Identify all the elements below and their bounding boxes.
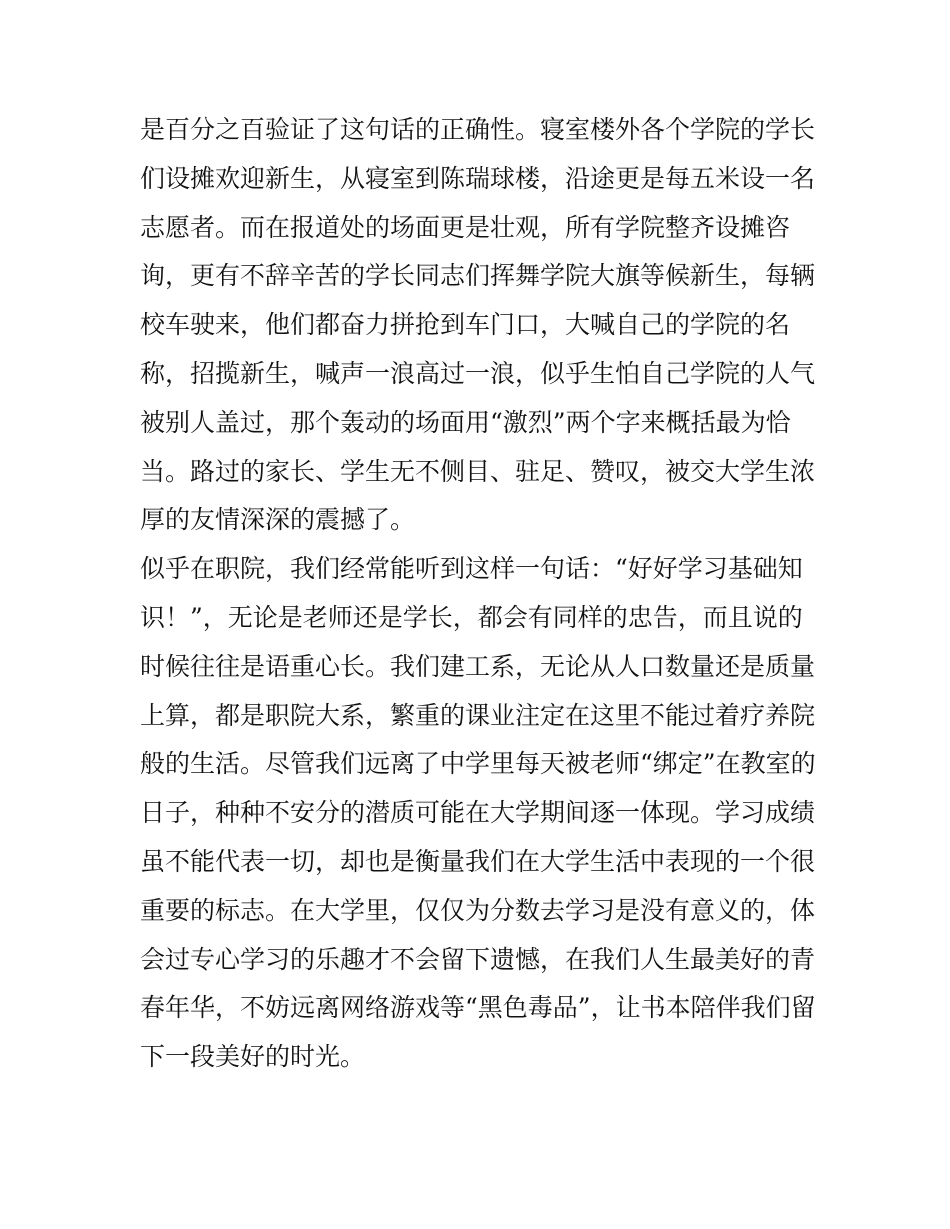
text-line: 上算，都是职院大系，繁重的课业注定在这里不能过着疗养院: [140, 700, 816, 730]
text-line: 下一段美好的时光。: [140, 1042, 366, 1072]
text-line: 虽不能代表一切，却也是衡量我们在大学生活中表现的一个很: [140, 846, 816, 876]
text-line: 时候往往是语重心长。我们建工系，无论从人口数量还是质量: [140, 651, 816, 681]
text-line: 询，更有不辞辛苦的学长同志们挥舞学院大旗等候新生，每辆: [140, 261, 816, 291]
text-line: 被别人盖过，那个轰动的场面用“激烈”两个字来概括最为恰: [140, 407, 791, 437]
text-line: 日子，种种不安分的潜质可能在大学期间逐一体现。学习成绩: [140, 798, 816, 828]
text-line: 识！”，无论是老师还是学长，都会有同样的忠告，而且说的: [140, 602, 803, 632]
text-line: 般的生活。尽管我们远离了中学里每天被老师“绑定”在教室的: [140, 749, 816, 779]
text-line: 是百分之百验证了这句话的正确性。寝室楼外各个学院的学长: [140, 115, 816, 144]
text-line: 校车驶来，他们都奋力拼抢到车门口，大喊自己的学院的名: [140, 310, 791, 340]
text-line: 称，招揽新生，喊声一浪高过一浪，似乎生怕自己学院的人气: [140, 358, 816, 388]
text-line: 们设摊欢迎新生，从寝室到陈瑞球楼，沿途更是每五米设一名: [140, 163, 816, 193]
text-line: 厚的友情深深的震撼了。: [140, 505, 416, 535]
text-line: 春年华，不妨远离网络游戏等“黑色毒品”，让书本陪伴我们留: [140, 993, 816, 1023]
text-line: 会过专心学习的乐趣才不会留下遗憾，在我们人生最美好的青: [140, 944, 816, 974]
text-line: 重要的标志。在大学里，仅仅为分数去学习是没有意义的，体: [140, 895, 816, 925]
document-body: [140, 106, 820, 1082]
text-line: 当。路过的家长、学生无不侧目、驻足、赞叹，被交大学生浓: [140, 456, 816, 486]
text-line: 似乎在职院，我们经常能听到这样一句话：“好好学习基础知: [140, 554, 803, 584]
text-line: 志愿者。而在报道处的场面更是壮观，所有学院整齐设摊咨: [140, 212, 791, 242]
